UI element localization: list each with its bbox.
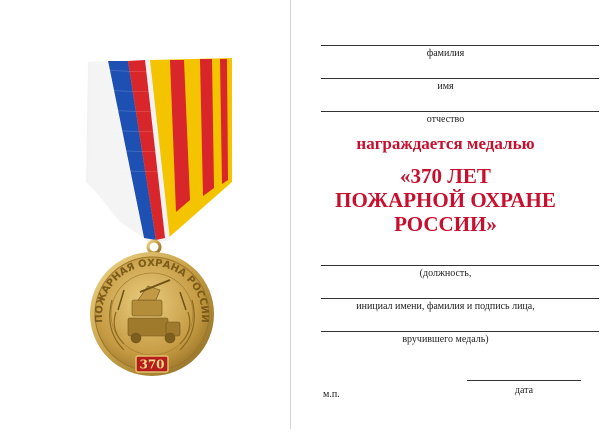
text-panel: [291, 0, 600, 429]
stamp-label: м.п.: [323, 389, 340, 400]
ribbon: [86, 58, 232, 244]
medal: [90, 252, 214, 376]
signer-caption: инициал имени, фамилия и подпись лица,: [356, 301, 535, 312]
medal-number: 370: [139, 357, 165, 372]
medal-title-line-2: ПОЖАРНОЙ ОХРАНЕ: [335, 188, 556, 212]
surname-caption: фамилия: [426, 48, 465, 59]
awarded-text: награждается медалью: [356, 134, 535, 153]
name-line: [321, 78, 599, 79]
signer-line: [321, 298, 599, 299]
date-line: [467, 380, 581, 381]
position-line: [321, 265, 599, 266]
patronymic-line: [321, 111, 599, 112]
medal-title-line-1: «370 ЛЕТ: [400, 164, 491, 188]
medal-panel: [0, 0, 290, 429]
presented-caption: вручившего медаль): [402, 334, 489, 345]
presented-line: [321, 331, 599, 332]
name-caption: имя: [437, 81, 454, 92]
patronymic-caption: отчество: [426, 114, 465, 125]
medal-inscription: ПОЖАРНАЯ ОХРАНА РОССИИ: [93, 257, 211, 323]
medal-title-line-3: РОССИИ»: [394, 212, 497, 236]
surname-line: [321, 45, 599, 46]
date-caption: дата: [514, 385, 534, 396]
position-caption: (должность,: [419, 268, 472, 279]
medal-illustration: [0, 0, 290, 429]
